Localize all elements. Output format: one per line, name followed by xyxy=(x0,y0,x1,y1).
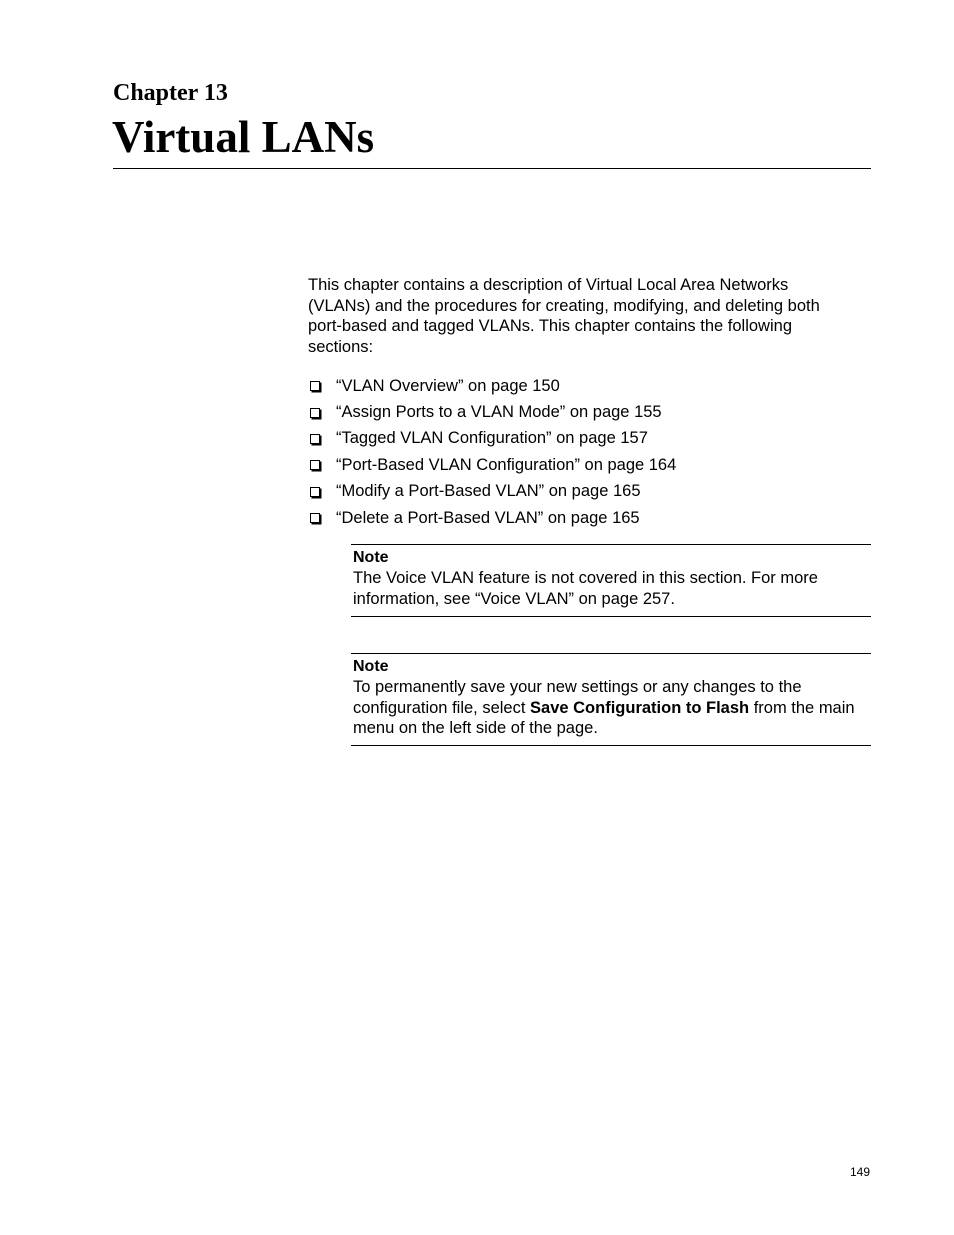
note-body xyxy=(353,677,871,739)
list-item xyxy=(308,479,676,505)
note-body-text: from the main menu on the left side of the page. xyxy=(353,698,855,737)
checkbox-bullet-icon xyxy=(310,513,320,523)
list-item xyxy=(308,505,676,531)
note-voice-vlan xyxy=(351,544,871,617)
title-divider xyxy=(113,168,871,169)
section-link[interactable]: “Port-Based VLAN Configuration” on page 164 xyxy=(336,455,677,474)
section-link[interactable]: “Delete a Port-Based VLAN” on page 165 xyxy=(336,508,640,527)
note-menu-reference: Save Configuration to Flash xyxy=(530,698,750,717)
checkbox-bullet-icon xyxy=(310,487,320,497)
page-number: 149 xyxy=(849,1165,870,1179)
chapter-title: Virtual LANs xyxy=(112,112,375,162)
list-item xyxy=(308,426,676,452)
checkbox-bullet-icon xyxy=(310,460,320,470)
section-list xyxy=(308,373,676,531)
list-item xyxy=(308,373,676,399)
list-item xyxy=(308,452,676,478)
note-heading: Note xyxy=(353,658,389,675)
list-item xyxy=(308,399,676,425)
section-link[interactable]: “VLAN Overview” on page 150 xyxy=(336,376,560,395)
note-save-configuration xyxy=(351,653,871,746)
note-body: The Voice VLAN feature is not covered in this section. For more information, see “Voice VLAN” on page 257. xyxy=(353,569,818,608)
chapter-label: Chapter 13 xyxy=(113,80,228,106)
section-link[interactable]: “Modify a Port-Based VLAN” on page 165 xyxy=(336,482,641,501)
note-body-text: To permanently save your new settings or any changes to the configuration file, select xyxy=(353,678,802,717)
intro-paragraph: This chapter contains a description of Virtual Local Area Networks (VLANs) and the procedures for creating, modifying, and deleting both port-based and tagged VLANs. This chapter contains the following sections: xyxy=(308,276,820,356)
checkbox-bullet-icon xyxy=(310,381,320,391)
checkbox-bullet-icon xyxy=(310,408,320,418)
section-link[interactable]: “Tagged VLAN Configuration” on page 157 xyxy=(336,429,648,448)
checkbox-bullet-icon xyxy=(310,434,320,444)
note-heading: Note xyxy=(353,549,389,566)
section-link[interactable]: “Assign Ports to a VLAN Mode” on page 155 xyxy=(336,403,662,422)
